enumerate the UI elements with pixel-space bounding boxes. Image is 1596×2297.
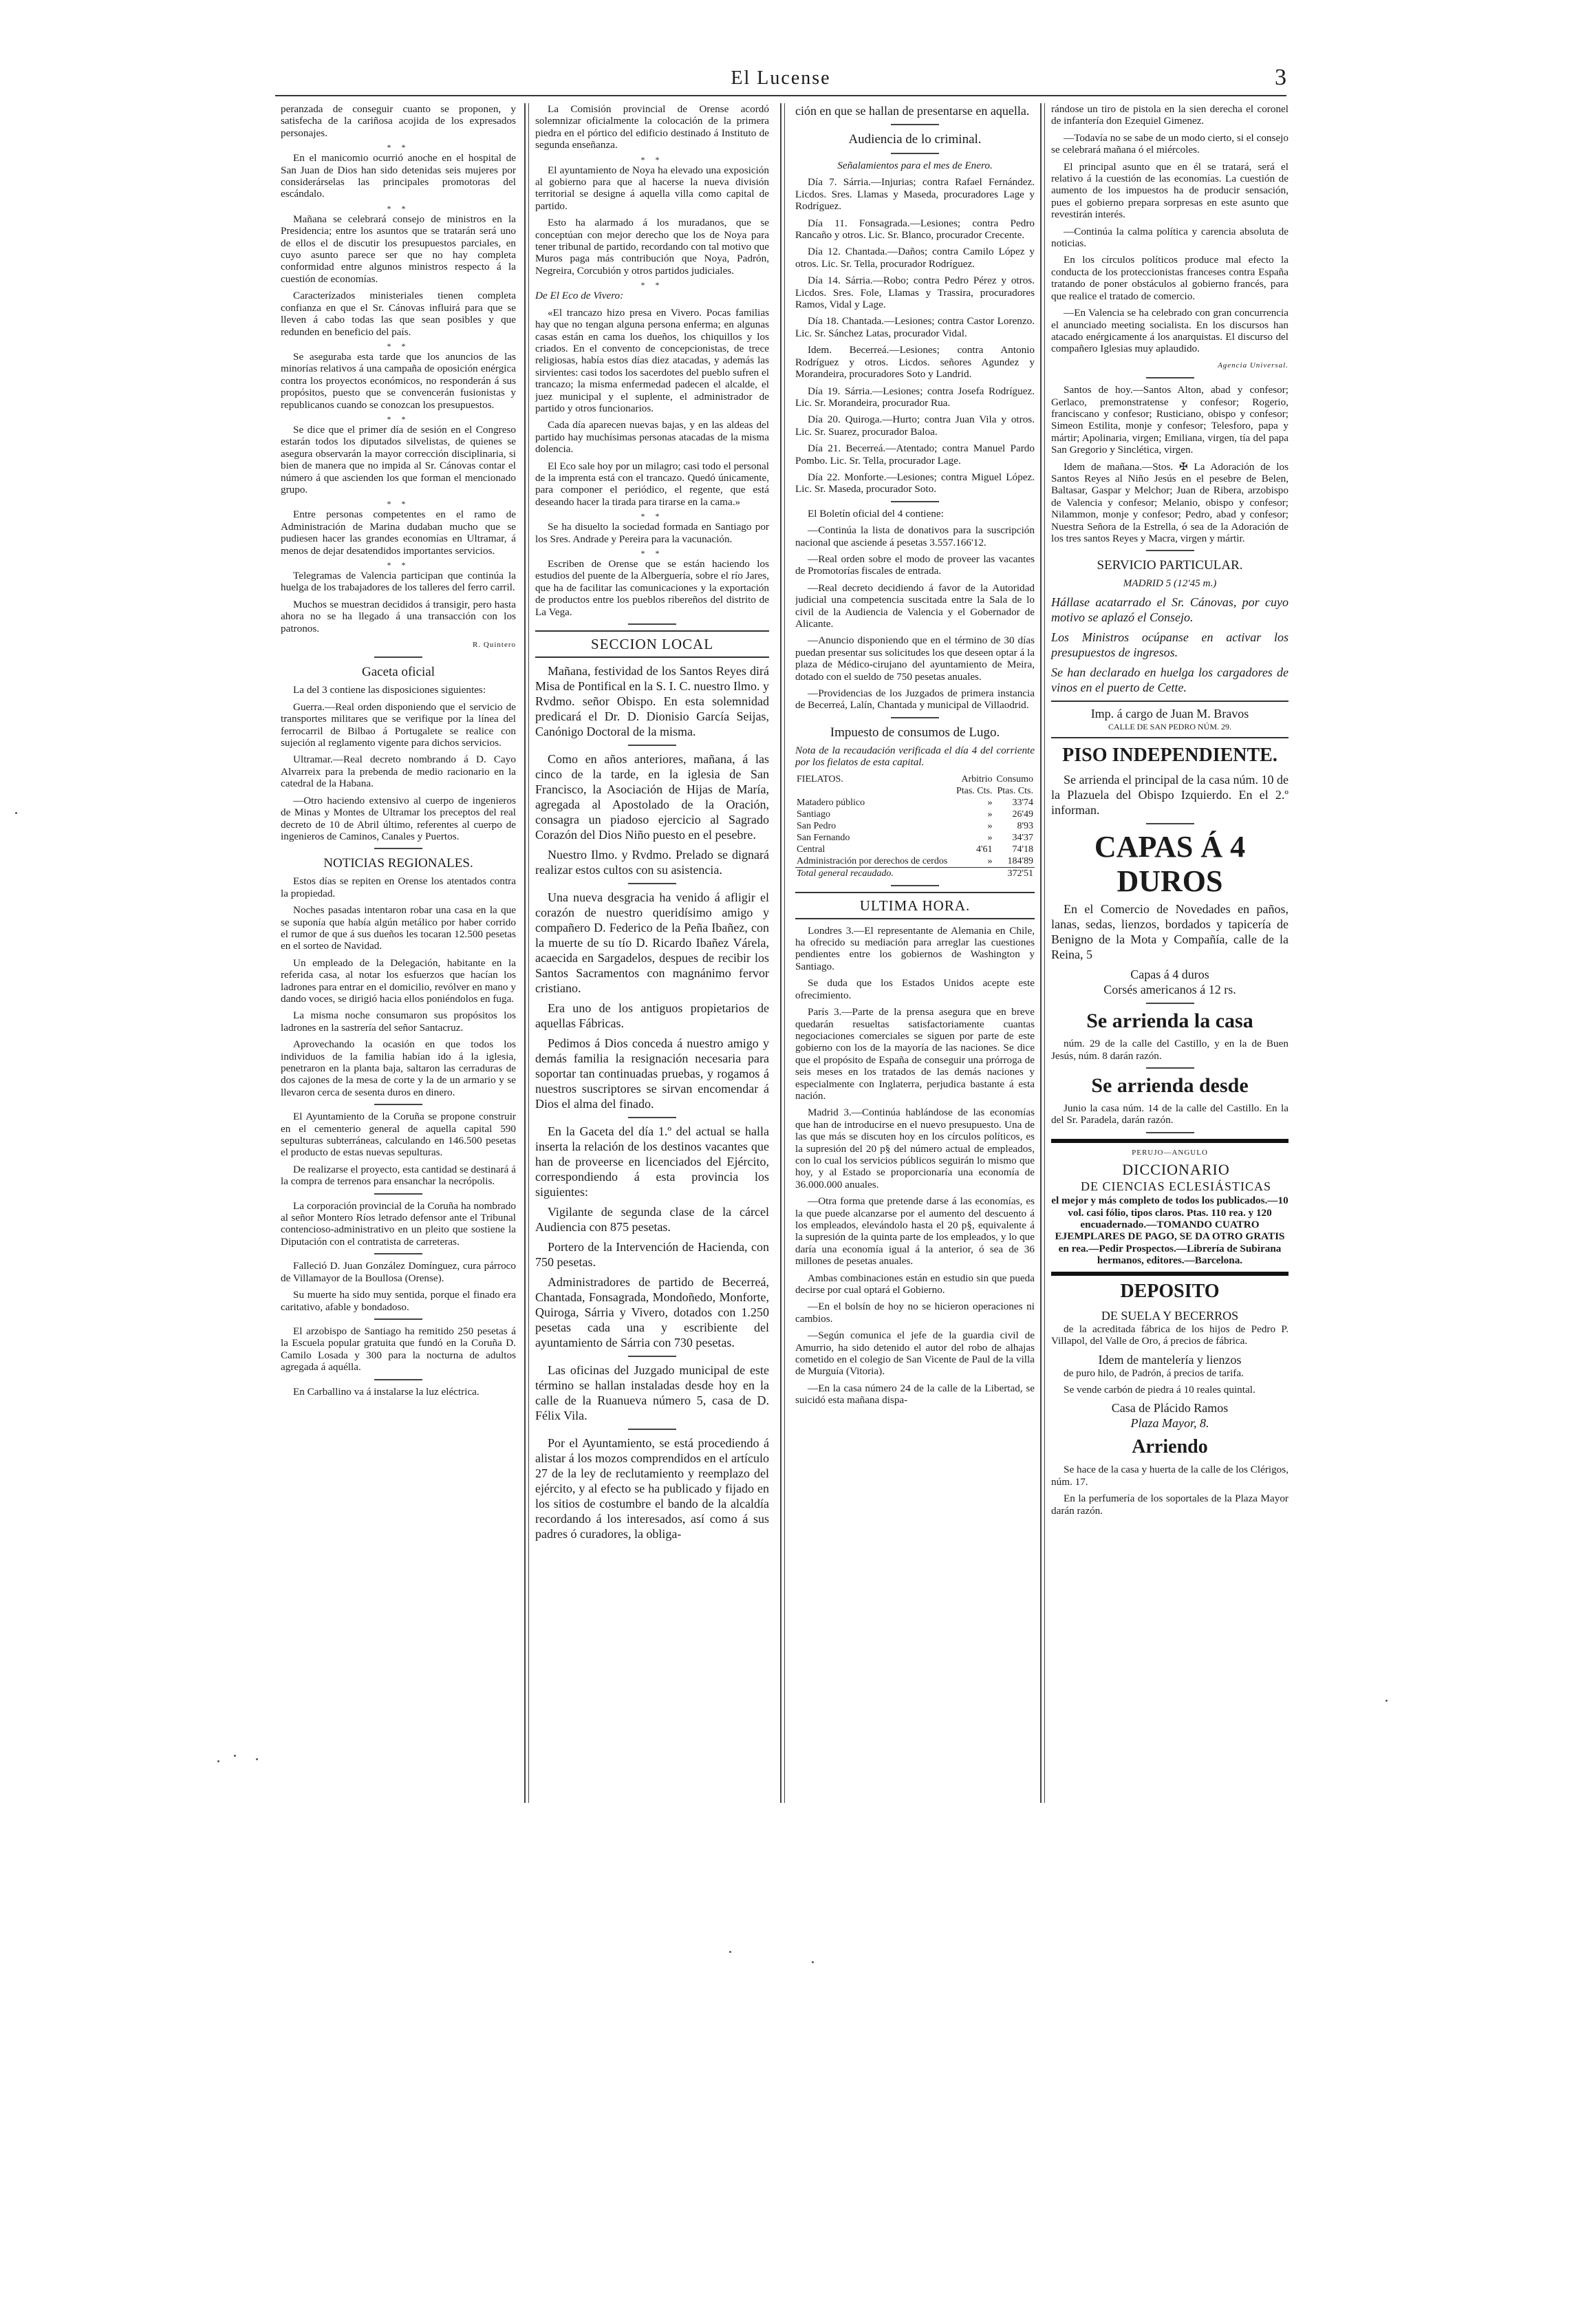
ad-text: Se arrienda el principal de la casa núm. 10 de la Plazuela del Obispo Izquierdo. En el 2.º informan.: [1051, 773, 1288, 818]
table-cell: »: [987, 820, 993, 831]
separator-stars: * *: [640, 280, 664, 290]
table-unit: Ptas. Cts.: [997, 785, 1033, 796]
paragraph: El Eco sale hoy por un milagro; casi todo el personal de la imprenta está con el trancazo. Quedó únicamente, para componer el periódico, el regente, que está deseando hacer la tirada para tirarse en la cama.»: [535, 460, 769, 508]
ad-subtitle: DE CIENCIAS ECLESIÁSTICAS: [1080, 1179, 1271, 1194]
separator-stars: * *: [387, 499, 410, 509]
scan-speck: [234, 1755, 236, 1757]
separator-rule: [374, 1253, 422, 1254]
paragraph: Mañana se celebrará consejo de ministros en la Presidencia; entre los asuntos que se tratarán será uno de ellos el de discutir los presupuestos parciales, en cuyo asunto parece ser que no hay completa conformidad entre algunos ministros respecto á la cuestión de economías.: [281, 213, 516, 285]
paragraph: Londres 3.—El representante de Alemania en Chile, ha ofrecido su mediación para arreglar las cuestiones pendientes entre los gobiernos de Washington y Santiago.: [795, 924, 1035, 972]
table-row: [795, 797, 1035, 809]
paragraph: Se dice que el primer día de sesión en el Congreso estarán todos los diputados silvelistas, de quienes se asegura observarán la mayor corrección disciplinaria, si bien de manera que no impida al Sr. Cánovas contar el número á que ascienden los que forman el mencionado grupo.: [281, 423, 516, 495]
paragraph: —Anuncio disponiendo que en el término de 30 días puedan presentar sus solicitudes los que deseen optar á la plaza de Médico-cirujano del ayuntamiento de Meira, dotado con el sueldo de 750 pesetas anuales.: [795, 634, 1035, 683]
newspaper-title: El Lucense: [731, 67, 831, 89]
paragraph: Los Ministros ocúpanse en activar los presupuestos de ingresos.: [1051, 630, 1288, 659]
ad-title: PISO INDEPENDIENTE.: [1062, 745, 1277, 767]
table-cell: »: [987, 832, 993, 843]
printer-name: Imp. á cargo de Juan M. Bravos: [1090, 706, 1249, 720]
scan-speck: [1385, 1700, 1388, 1702]
paragraph: Se aseguraba esta tarde que los anuncios de las minorías relativos á una campaña de oposición enérgica contra los proyectos económicos, no responderán á sus propósitos, puesto que se convencerán fusionistas y republicanos cuando se conozcan los presupuestos.: [281, 350, 516, 411]
table-unit-row: [795, 785, 1035, 797]
paragraph: Hállase acatarrado el Sr. Cánovas, por cuyo motivo se aplazó el Consejo.: [1051, 595, 1288, 624]
ad-title: Arriendo: [1132, 1436, 1208, 1458]
paragraph: ción en que se hallan de presentarse en aquella.: [795, 104, 1030, 118]
paragraph: Mañana, festividad de los Santos Reyes dirá Misa de Pontifical en la S. I. C. nuestro Ilmo. y Rvdmo. señor Obispo. En esta solemnidad predicará el Dr. D. Dionisio García Seijas, Canónigo Doctoral de la misma.: [535, 664, 769, 739]
table-row: [795, 832, 1035, 844]
paragraph: Por el Ayuntamiento, se está procediendo á alistar á los mozos comprendidos en el artículo 27 de la ley de reclutamiento y reemplazo del ejército, y al efecto se ha publicado y fijado en los sitios de costumbre el bando de la alcaldía recordando á los interesados, así como á sus padres ó curadores, la obliga-: [535, 1436, 769, 1541]
table-row: [795, 844, 1035, 855]
paragraph: En el manicomio ocurrió anoche en el hospital de San Juan de Dios han sido detenidas seis mujeres por considerárselas las principales promotoras del escándalo.: [281, 152, 516, 200]
ad-pretitle: PERUJO—ANGULO: [1132, 1148, 1208, 1157]
ad-text: de puro hilo, de Padrón, á precios de tarifa.: [1064, 1367, 1244, 1379]
paragraph: Noches pasadas intentaron robar una casa en la que se suponía que había algún metálico por haber corrido el rumor de que á sus dueños les tocaran 12.500 pesetas en el sorteo de Navidad.: [281, 904, 516, 952]
paragraph: Día 12. Chantada.—Daños; contra Camilo López y otros. Lic. Sr. Tella, procurador Rodríguez.: [795, 246, 1035, 270]
page-number: 3: [1275, 65, 1286, 90]
separator-rule: [1146, 377, 1194, 378]
table-cell: Administración por derechos de cerdos: [797, 855, 948, 866]
fielatos-table: [795, 773, 1035, 879]
ad-border: [1051, 1139, 1288, 1143]
separator-rule: [374, 848, 422, 849]
ad-title: Se arrienda la casa: [1086, 1009, 1253, 1033]
separator-stars: * *: [387, 560, 410, 570]
paragraph: La corporación provincial de la Coruña ha nombrado al señor Montero Ríos letrado defensor ante el Tribunal contencioso-administrativo en un pleito que sostiene la Diputación con el contratista de carreteras.: [281, 1199, 516, 1248]
table-row: [795, 855, 1035, 868]
column-rule: [524, 103, 526, 1803]
table-total-row: [795, 867, 1035, 879]
ad-text: Idem de mantelería y lienzos: [1098, 1352, 1242, 1367]
separator-rule: [1146, 823, 1194, 824]
paragraph: Santos de hoy.—Santos Alton, abad y confesor; Gerlaco, premonstratense y confesor; Rogerio, franciscano y confesor; Rusticiano, obispo y confesor; Simeon Estilita, monje y confesor; Telesforo, papa y mártir; Apolinaria, virgen; Emiliana, virgen, tía del papa San Gregorio y Sinclética, virgen.: [1051, 384, 1288, 456]
separator-rule: [628, 1356, 676, 1357]
paragraph: Nuestro Ilmo. y Rvdmo. Prelado se dignará realizar estos cultos con su asistencia.: [535, 848, 769, 877]
paragraph: Ambas combinaciones están en estudio sin que pueda decirse por cual optará el Gobierno.: [795, 1272, 1035, 1296]
masthead: [275, 63, 1286, 96]
table-cell: Matadero público: [797, 797, 865, 808]
paragraph: En Carballino va á instalarse la luz eléctrica.: [293, 1385, 479, 1398]
ad-text: Capas á 4 duros: [1130, 968, 1209, 982]
section-heading: SECCION LOCAL: [535, 630, 769, 658]
paragraph: La Comisión provincial de Orense acordó solemnizar oficialmente la colocación de la primera piedra en el pórtico del edificio destinado á Instituto de segunda enseñanza.: [535, 103, 769, 151]
ad-text: Corsés americanos á 12 rs.: [1103, 983, 1236, 997]
separator-stars: * *: [640, 511, 664, 522]
section-heading: ULTIMA HORA.: [795, 892, 1035, 919]
paragraph: Idem de mañana.—Stos. ✠ La Adoración de los Santos Reyes al Niño Jesús en el pesebre de Belen, Baltasar, Gaspar y Melchor; Juan de Ribera, arzobispo de Valencia y confesor; Melanio, obispo y confesor; Nilammon, monje y confesor; Pedro, abad y confesor; Nuestra Señora de la Estrella, ó sea de la Adoración de los tres santos Reyes y Macra, virgen y mártir.: [1051, 460, 1288, 544]
column-rule: [780, 103, 781, 1803]
separator-rule: [891, 153, 939, 154]
paragraph: —En el bolsín de hoy no se hicieron operaciones ni cambios.: [795, 1301, 1035, 1325]
printer-address: CALLE DE SAN PEDRO NÚM. 29.: [1108, 721, 1231, 731]
paragraph: Nota de la recaudación verificada el día 4 del corriente por los fielatos de esta capital.: [795, 744, 1035, 769]
paragraph: Se han declarado en huelga los cargadores de vinos en el puerto de Cette.: [1051, 665, 1288, 694]
paragraph: Día 21. Becerreá.—Atentado; contra Manuel Pardo Pombo. Lic. Sr. Tella, procurador Lage.: [795, 442, 1035, 467]
paragraph: Guerra.—Real orden disponiendo que el servicio de transportes militares que se verifique por la línea del ferrocarril de Bilbao á Portugalete se realice con sujeción al reglamento vigente para dichos servicios.: [281, 701, 516, 749]
paragraph: Administradores de partido de Becerreá, Chantada, Fonsagrada, Mondoñedo, Monforte, Quiroga, Sárria y Vivero, dotados con 1.250 pesetas cada una y escribiente del ayuntamiento de Sárria con 730 pesetas.: [535, 1275, 769, 1350]
paragraph: Escriben de Orense que se están haciendo los estudios del puente de la Alberguería, sobre el río Jares, que ha de facilitar las comunicaciones y la exportación de productos entre los pueblos ribereños del distrito de La Vega.: [535, 558, 769, 618]
paragraph: —Otro haciendo extensivo al cuerpo de ingenieros de Minas y Montes de Ultramar los preceptos del real decreto de 10 de Abril último, referentes al cuerpo de ingenieros de Caminos, Canales y Puertos.: [281, 794, 516, 842]
ad-text: núm. 29 de la calle del Castillo, y en la de Buen Jesús, núm. 8 darán razón.: [1051, 1038, 1288, 1062]
paragraph: Día 18. Chantada.—Lesiones; contra Castor Lorenzo. Lic. Sr. Sánchez Latas, procurador Vidal.: [795, 315, 1035, 339]
ad-title: CAPAS Á 4 DUROS: [1094, 830, 1246, 899]
separator-rule: [628, 883, 676, 884]
paragraph: Día 20. Quiroga.—Hurto; contra Juan Vila y otros. Lic. Sr. Suarez, procurador Baloa.: [795, 414, 1035, 438]
table-cell: »: [987, 809, 993, 820]
table-header: Arbitrio: [961, 773, 993, 784]
paragraph: rándose un tiro de pistola en la sien derecha el coronel de infantería don Ezequiel Gimenez.: [1051, 103, 1288, 127]
separator-stars: * *: [387, 341, 410, 351]
paragraph: Telegramas de Valencia participan que continúa la huelga de los trabajadores de los talleres del ferro carril.: [281, 570, 516, 594]
separator-rule: [628, 1429, 676, 1430]
column-1: [281, 103, 516, 1813]
subheading: MADRID 5 (12'45 m.): [1123, 577, 1217, 590]
paragraph: Las oficinas del Juzgado municipal de este término se hallan instaladas desde hoy en la calle de la Ruanueva número 5, casa de D. Félix Vila.: [535, 1363, 769, 1423]
paragraph: Muchos se muestran decididos á transigir, pero hasta ahora no se ha llegado á una transacción con los patronos.: [281, 598, 516, 634]
paragraph: Falleció D. Juan González Domínguez, cura párroco de Villamayor de la Boullosa (Orense).: [281, 1260, 516, 1284]
separator-stars: * *: [387, 203, 410, 213]
separator-rule: [374, 1104, 422, 1105]
paragraph: Su muerte ha sido muy sentida, porque el finado era caritativo, afable y bondadoso.: [281, 1289, 516, 1313]
ad-border: [1051, 1272, 1288, 1276]
ad-title: Se arrienda desde: [1091, 1074, 1249, 1098]
paragraph: Se ha disuelto la sociedad formada en Santiago por los Sres. Andrade y Pereira para la vacunación.: [535, 521, 769, 545]
ad-title: DICCIONARIO: [1122, 1161, 1230, 1179]
paragraph: La del 3 contiene las disposiciones siguientes:: [293, 684, 486, 696]
table-row: [795, 820, 1035, 832]
paragraph: Cada día aparecen nuevas bajas, y en las aldeas del partido hay muchísimas personas atacadas de la misma dolencia.: [535, 419, 769, 456]
table-header: FIELATOS.: [797, 773, 843, 784]
ad-text: Casa de Plácido Ramos: [1111, 1401, 1229, 1415]
scan-speck: [217, 1760, 219, 1762]
table-row: [795, 809, 1035, 820]
paragraph: Día 7. Sárria.—Injurias; contra Rafael Fernández. Licdos. Sres. Llamas y Maseda, procuradores Lage y Rodríguez.: [795, 176, 1035, 213]
paragraph: Esto ha alarmado á los muradanos, que se conceptúan con mejor derecho que los de Noya para tener tribunal de partido, recordando con tal motivo que Muros paga más contribución que Noya, Padrón, Negreira, Corcubión y otros partidos judiciales.: [535, 217, 769, 277]
table-header-row: [795, 773, 1035, 785]
paragraph: Aprovechando la ocasión en que todos los individuos de la familia habían ido á la iglesia, penetraron en la planta baja, saltaron las cerraduras de dos cajones de la mesa de corte y la de un armario y se llevaron cerca de sesenta duros en dinero.: [281, 1038, 516, 1098]
paragraph: De El Eco de Vivero:: [535, 290, 624, 302]
table-cell: San Pedro: [797, 820, 837, 831]
ad-text: Junio la casa núm. 14 de la calle del Castillo. En la del Sr. Paradela, darán razón.: [1051, 1102, 1288, 1126]
paragraph: Día 14. Sárria.—Robo; contra Pedro Pérez y otros. Licdos. Sres. Fole, Llamas y Trassira, procuradores Ramos, Vidal y Lage.: [795, 275, 1035, 311]
paragraph: —Continúa la calma política y carencia absoluta de noticias.: [1051, 225, 1288, 250]
paragraph: peranzada de conseguir cuanto se proponen, y satisfecha de la cariñosa acojida de los expresados personajes.: [281, 103, 516, 139]
paragraph: Madrid 3.—Continúa hablándose de las economías que han de introducirse en el nuevo presupuesto. Una de las que más se discuten hoy en los círculos políticos, es la supresión del 20 p§ del número actual de empleados, con lo cual los servicios públicos seguirán lo mismo que hoy, y al Estado se proporcionaría una economía de 36.000.000 anuales.: [795, 1107, 1035, 1190]
table-cell: »: [987, 797, 993, 808]
table-cell: 74'18: [1012, 844, 1033, 855]
paragraph: Caracterízados ministeriales tienen completa confianza en que el Sr. Cánovas influirá para que se lleven á cabo todas las que sean posibles y que redunden en beneficio del país.: [281, 290, 516, 338]
separator-stars: * *: [640, 154, 664, 164]
paragraph: Vigilante de segunda clase de la cárcel Audiencia con 875 pesetas.: [535, 1205, 769, 1235]
paragraph: Día 22. Monforte.—Lesiones; contra Miguel López. Lic. Sr. Maseda, procurador Soto.: [795, 471, 1035, 495]
table-cell: 8'93: [1017, 820, 1033, 831]
paragraph: En los círculos políticos produce mal efecto la conducta de los proteccionistas franceses contra España tratando de poner obstáculos al gobierno francés, para que realice el tratado de comercio.: [1051, 254, 1288, 302]
subheading: Señalamientos para el mes de Enero.: [837, 160, 993, 171]
ad-text: En la perfumería de los soportales de la Plaza Mayor darán razón.: [1051, 1493, 1288, 1517]
paragraph: Como en años anteriores, mañana, á las cinco de la tarde, en la iglesia de San Francisco, la Asociación de Hijas de María, agregada al Apostolado de la Oración, consagra un piadoso ejercicio al Sagrado Corazón del Dios Niño puesto en el pesebre.: [535, 752, 769, 842]
paragraph: El Boletín oficial del 4 contiene:: [808, 507, 944, 520]
ad-text: Se vende carbón de piedra á 10 reales quintal.: [1064, 1383, 1255, 1396]
section-heading: Audiencia de lo criminal.: [848, 132, 982, 147]
ad-text: Se hace de la casa y huerta de la calle de los Clérigos, núm. 17.: [1051, 1464, 1288, 1488]
scan-speck: [812, 1961, 814, 1963]
separator-rule: [1146, 1003, 1194, 1004]
section-heading: Gaceta oficial: [361, 665, 435, 680]
paragraph: El principal asunto que en él se tratará, será el relativo á la cuestión de las economías. La cuestión de aumento de los impuestos ha de producir sensación, pues el gobierno prepara sorpresas en este asunto que revestirán interés.: [1051, 160, 1288, 221]
paragraph: El ayuntamiento de Noya ha elevado una exposición al gobierno para que al hacerse la nueva división territorial se designe á aquella villa como capital de partido.: [535, 164, 769, 212]
paragraph: Día 19. Sárria.—Lesiones; contra Josefa Rodríguez. Lic. Sr. Morandeira, procurador Rua.: [795, 385, 1035, 409]
paragraph: «El trancazo hizo presa en Vivero. Pocas familias hay que no tengan alguna persona enferma; en algunas casas están en cama los dueños, los chiquillos y los criados. En el convento de concepcionistas, de trece religiosas, había estos días diez atacadas, y además las sirvientes: casi todos los sacerdotes del pueblo sufren el trancazo; la misma enfermedad padecen el alcalde, el juez municipal y el suplente, el administrador de partido y otros funcionarios.: [535, 306, 769, 414]
paragraph: Un empleado de la Delegación, habitante en la referida casa, al notar los esfuerzos que hacían los ladrones para entrar en el domicilio, revólver en mano y dando voces, se dirigió hacia ellos poniéndolos en fuga.: [281, 957, 516, 1005]
separator-rule: [1146, 1067, 1194, 1069]
paragraph: Portero de la Intervención de Hacienda, con 750 pesetas.: [535, 1240, 769, 1270]
table-cell: Central: [797, 844, 826, 855]
column-3: [795, 103, 1035, 1793]
separator-rule: [628, 1117, 676, 1118]
table-total-label: Total general recaudado.: [797, 868, 894, 879]
paragraph: —Real orden sobre el modo de proveer las vacantes de Promotorías fiscales de entrada.: [795, 553, 1035, 577]
paragraph: Estos días se repiten en Orense los atentados contra la propiedad.: [281, 875, 516, 899]
paragraph: —Todavía no se sabe de un modo cierto, si el consejo se celebrará mañana ó el miércoles.: [1051, 131, 1288, 156]
ad-subtitle: DE SUELA Y BECERROS: [1101, 1308, 1239, 1323]
separator-rule: [374, 1193, 422, 1195]
separator-rule: [891, 124, 939, 125]
ad-text: En el Comercio de Novedades en paños, lanas, sedas, lienzos, bordados y tapicería de Benigno de la Mota y Compañía, calle de la Reina, 5: [1051, 902, 1288, 962]
column-rule: [1040, 103, 1042, 1803]
ad-text: de la acreditada fábrica de los hijos de Pedro P. Villapol, del Valle de Oro, á precios de fábrica.: [1051, 1323, 1288, 1347]
table-cell: 184'89: [1007, 855, 1033, 866]
signature: Agencia Universal.: [1218, 361, 1288, 370]
separator-rule: [374, 656, 422, 658]
scan-speck: [729, 1951, 731, 1953]
paragraph: De realizarse el proyecto, esta cantidad se destinará á la compra de terrenos para ensanchar la necrópolis.: [281, 1163, 516, 1188]
paragraph: Una nueva desgracia ha venido á afligir el corazón de nuestro queridísimo amigo y compañero D. Federico de la Peña Ibañez, con la muerte de su tío D. Ricardo Ibañez Várela, acaecida en Sargadelos, despues de recibir los Santos Sacramentos con magnánimo fervor cristiano.: [535, 890, 769, 996]
separator-rule: [1146, 1132, 1194, 1133]
scan-speck: [256, 1758, 258, 1760]
table-unit: Ptas. Cts.: [956, 785, 993, 796]
paragraph: —Según comunica el jefe de la guardia civil de Amurrio, ha sido detenido el autor del robo de alhajas cometido en el colegio de San Vicente de Paul de la villa de Murguía (Vitoria).: [795, 1329, 1035, 1378]
ad-title: DEPOSITO: [1120, 1280, 1220, 1302]
table-cell: 34'37: [1012, 832, 1033, 843]
table-cell: »: [987, 855, 993, 866]
column-4: [1051, 103, 1288, 1710]
table-cell: 4'61: [975, 844, 993, 855]
table-total-value: 372'51: [1007, 868, 1033, 879]
paragraph: Idem. Becerreá.—Lesiones; contra Antonio Rodríguez y otros. Licdos. señores Agundez y Morandeira, procuradores Soto y Landrid.: [795, 344, 1035, 381]
separator-rule: [891, 717, 939, 718]
column-2: [535, 103, 769, 1793]
table-header: Consumo: [996, 773, 1033, 784]
paragraph: —Real decreto decidiendo á favor de la Autoridad judicial una competencia suscitada entre la Sala de lo civil de la Audiencia de Valencia y el Gobernador de Alicante.: [795, 581, 1035, 630]
paragraph: Día 11. Fonsagrada.—Lesiones; contra Pedro Rancaño y otros. Lic. Sr. Blanco, procurador Crecente.: [795, 217, 1035, 242]
paragraph: —Otra forma que pretende darse á las economías, es la que puede alcanzarse por el aumento del descuento á los empleados, elevándolo hasta el 20 p§, equivalente á la supresión de la quinta parte de los empleados, y lo que daría una economía igual á la anterior, ó sea de 36 millones de pesetas anuales.: [795, 1195, 1035, 1268]
section-heading: SERVICIO PARTICULAR.: [1097, 558, 1243, 573]
paragraph: El arzobispo de Santiago ha remitido 250 pesetas á la Escuela popular gratuita que fundó en la Coruña D. Camilo Losada y 300 para la nocturna de adultos agregada á aquélla.: [281, 1325, 516, 1374]
ad-text: Plaza Mayor, 8.: [1130, 1416, 1209, 1431]
ad-text: el mejor y más completo de todos los publicados.—10 vol. casi fólio, tipos claros. Ptas. 110 rea. y 120 encuadernado.—TOMANDO CUATRO EJEMPLARES DE PAGO, SE DA OTRO GRATIS en rea.—Pedir Prospectos.—Librería de Subirana hermanos, editores.—Barcelona.: [1051, 1195, 1288, 1267]
paragraph: —En la casa número 24 de la calle de la Libertad, se suicidó esta mañana dispa-: [795, 1382, 1035, 1407]
section-heading: NOTICIAS REGIONALES.: [323, 856, 473, 871]
separator-rule: [374, 1318, 422, 1320]
separator-rule: [1146, 550, 1194, 551]
paragraph: Era uno de los antiguos propietarios de aquellas Fábricas.: [535, 1001, 769, 1031]
paragraph: Se duda que los Estados Unidos acepte este ofrecimiento.: [795, 977, 1035, 1001]
paragraph: —En Valencia se ha celebrado con gran concurrencia el anunciado meeting socialista. En los discursos han atacado enérgicamente á los anarquistas. El discurso del compañero Iglesias muy aplaudido.: [1051, 307, 1288, 355]
signature: R. Quintero: [473, 641, 516, 650]
separator-rule: [891, 501, 939, 502]
paragraph: La misma noche consumaron sus propósitos los ladrones en la sastrería del señor Santacruz.: [281, 1009, 516, 1034]
separator-stars: * *: [387, 142, 410, 153]
separator-rule: [891, 885, 939, 886]
separator-rule: [628, 745, 676, 746]
scan-speck: [15, 812, 17, 814]
paragraph: —Continúa la lista de donativos para la suscripción nacional que asciende á pesetas 3.557.166'12.: [795, 524, 1035, 548]
table-cell: Santiago: [797, 809, 830, 820]
table-cell: 33'74: [1012, 797, 1033, 808]
section-heading: Impuesto de consumos de Lugo.: [830, 725, 1000, 740]
paragraph: París 3.—Parte de la prensa asegura que en breve quedarán resueltas satisfactoriamente cuantas negociaciones comerciales se siguen por parte de este gobierno con los de la mayoría de las naciones. Se dice que el propósito de España de conseguir una prórroga de seis meses en los tratados de las demás naciones y especialmente con Inglaterra, perjudica bastante á esta nación.: [795, 1006, 1035, 1102]
table-cell: San Fernando: [797, 832, 850, 843]
printer-imprint: [1051, 701, 1288, 738]
paragraph: Pedimos á Dios conceda á nuestro amigo y demás familia la resignación necesaria para soportar tan continuadas pruebas, y rogamos á nuestros suscriptores se sirvan encomendar á Dios el alma del finado.: [535, 1036, 769, 1111]
separator-stars: * *: [387, 414, 410, 424]
separator-rule: [374, 1379, 422, 1380]
separator-rule: [628, 623, 676, 625]
table-cell: 26'49: [1012, 809, 1033, 820]
paragraph: En la Gaceta del día 1.º del actual se halla inserta la relación de los destinos vacantes que han de proveerse en licenciados del Ejército, correspondiendo á esta provincia los siguientes:: [535, 1124, 769, 1199]
paragraph: Ultramar.—Real decreto nombrando á D. Cayo Alvarreix para la prebenda de medio racionario en la catedral de la Habana.: [281, 754, 516, 790]
paragraph: —Providencias de los Juzgados de primera instancia de Becerreá, Lalín, Chantada y municipal de Villaodrid.: [795, 687, 1035, 712]
separator-stars: * *: [640, 548, 664, 558]
paragraph: Entre personas competentes en el ramo de Administración de Marina dudaban mucho que se pudiesen hacer las grandes economías en Ultramar, á menos de dejar desatendidos importantes servicios.: [281, 509, 516, 557]
paragraph: El Ayuntamiento de la Coruña se propone construir en el cementerio general de aquella capital 590 sepulturas subterráneas, calculando en 146.500 pesetas el producto de estas nuevas sepulturas.: [281, 1111, 516, 1159]
